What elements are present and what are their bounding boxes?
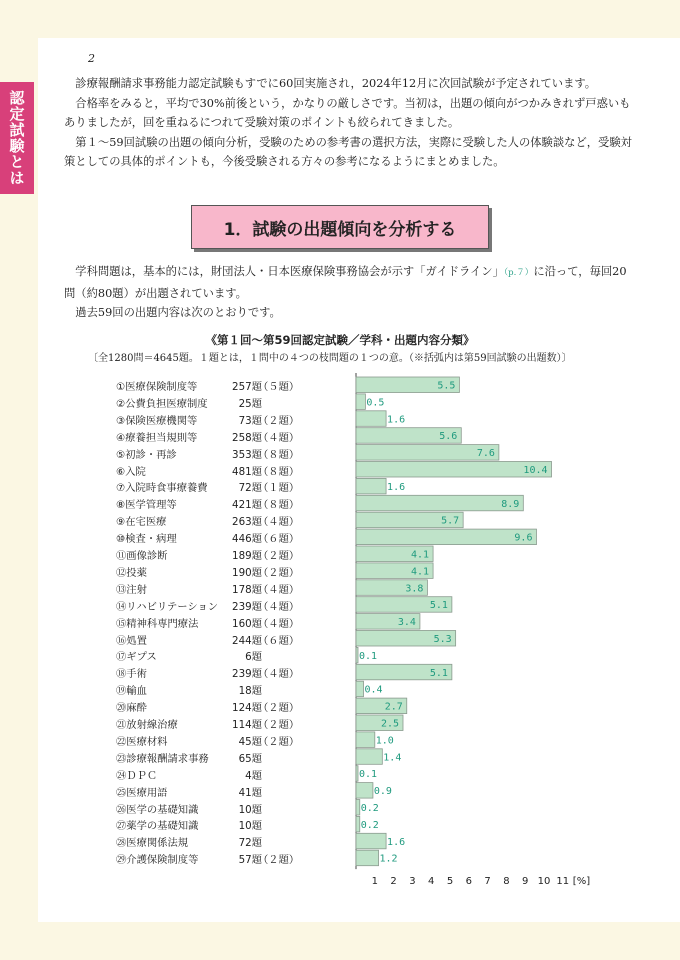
bar-value-label: 1.6: [387, 836, 406, 848]
page-number: 2: [88, 52, 95, 65]
category-count: 178題: [232, 583, 262, 596]
bar-value-label: 5.7: [441, 515, 460, 527]
bar-8: [356, 495, 523, 511]
bar-value-label: 2.7: [384, 701, 403, 713]
category-label: ⑲輸血: [116, 685, 147, 698]
category-latest-count: （４題）: [258, 668, 300, 681]
x-tick-label: 6: [465, 876, 472, 888]
category-label: ㉑放射線治療: [116, 719, 178, 731]
category-label: ㉙介護保険制度等: [116, 854, 199, 867]
bar-value-label: 3.8: [405, 583, 424, 595]
x-axis-unit: [%]: [572, 876, 591, 888]
category-count: 421題: [232, 499, 262, 512]
category-count: 190題: [232, 566, 262, 579]
category-latest-count: （４題）: [258, 516, 300, 529]
category-latest-count: （８題）: [258, 465, 300, 478]
chart-note: 〔全1280問＝4645題。１題とは，１問中の４つの枝問題の１つの意。（※括弧内は第59回試験の出題数）〕: [88, 353, 572, 364]
category-count: 72題: [238, 482, 262, 495]
bar-value-label: 1.4: [383, 752, 402, 764]
x-tick-label: 7: [484, 876, 491, 888]
x-tick-label: 8: [503, 876, 510, 888]
x-tick-label: 3: [409, 876, 416, 888]
category-count: 446題: [232, 533, 262, 546]
bar-value-label: 0.2: [360, 803, 379, 814]
category-latest-count: （２題）: [258, 735, 300, 748]
category-latest-count: （２題）: [258, 550, 300, 562]
category-label: ⑰ギプス: [116, 651, 157, 664]
category-label: ㉖医学の基礎知識: [116, 803, 199, 816]
bar-7: [356, 478, 386, 494]
category-label: ⑯処置: [116, 634, 147, 647]
bar-value-label: 1.0: [375, 735, 394, 747]
category-count: 481題: [232, 465, 262, 478]
category-latest-count: （２題）: [258, 414, 300, 427]
bar-17: [356, 647, 358, 663]
intro-paragraph-2: 合格率をみると，平均で30%前後という，かなりの厳しさです。当初は，出題の傾向がつかみきれず戸惑いもありましたが，回を重ねるにつれて受験対策のポイントも絞られてきました。: [64, 96, 631, 129]
bar-23: [356, 749, 382, 765]
category-latest-count: （５題）: [258, 381, 300, 393]
category-count: 45題: [238, 735, 262, 748]
category-label: ⑬注射: [116, 583, 147, 596]
intro-paragraph-3: 第１～59回試験の出題の傾向分析，受験のための参考書の選択方法，実際に受験した人の体験談など，受験対策としての具体的ポイントも，今後受験される方々の参考になるようにまとめました。: [64, 135, 632, 168]
bar-value-label: 5.6: [439, 431, 458, 443]
x-tick-label: 11: [556, 876, 570, 888]
x-tick-label: 4: [428, 876, 435, 888]
category-latest-count: （４題）: [258, 431, 300, 444]
category-count: 244題: [232, 634, 262, 647]
bar-6: [356, 462, 552, 478]
bar-value-label: 9.6: [514, 532, 533, 544]
category-label: ①医療保険制度等: [116, 381, 198, 393]
x-tick-label: 10: [537, 876, 551, 888]
category-count: 57題: [238, 854, 262, 867]
body-p1-text-after: に沿って，毎回20問（約80題）が出題されています。: [64, 265, 627, 300]
category-count: 114題: [232, 719, 262, 731]
category-latest-count: （２題）: [258, 719, 300, 731]
bar-value-label: 2.5: [380, 718, 399, 730]
bar-value-label: 0.1: [358, 769, 378, 781]
category-count: 124題: [232, 702, 262, 715]
body-paragraph-2: 過去59回の出題内容は次のとおりです。: [75, 306, 281, 319]
category-label: ⑪画像診断: [116, 550, 168, 562]
category-label: ③保険医療機関等: [116, 414, 198, 427]
category-label: ⑱手術: [116, 668, 147, 681]
category-label: ㉒医療材料: [116, 735, 168, 748]
chart-title: 《第１回～第59回認定試験／学科・出題内容分類》: [205, 333, 475, 347]
category-latest-count: （２題）: [258, 854, 300, 867]
bar-value-label: 10.4: [523, 465, 548, 476]
category-latest-count: （６題）: [258, 634, 300, 647]
category-count: 263題: [232, 516, 262, 529]
bar-value-label: 0.4: [364, 684, 383, 696]
bar-27: [356, 816, 360, 832]
x-tick-label: 1: [371, 876, 378, 888]
category-count: 72題: [238, 837, 262, 850]
bar-24: [356, 766, 358, 782]
category-count: 41題: [238, 786, 262, 799]
x-tick-label: 9: [522, 876, 529, 888]
bar-value-label: 5.1: [429, 600, 448, 612]
category-label: ⑩検査・病理: [116, 533, 177, 546]
category-latest-count: （４題）: [258, 600, 300, 613]
category-label: ㉔ＤＰＣ: [116, 769, 158, 782]
category-latest-count: （８題）: [258, 499, 300, 512]
category-latest-count: （４題）: [258, 617, 300, 630]
bar-value-label: 0.1: [358, 650, 378, 662]
category-count: 239題: [232, 600, 262, 613]
category-label: ㉕医療用語: [116, 786, 168, 799]
body-p1-text: 学科問題は，基本的には，財団法人・日本医療保険事務協会が示す「ガイドライン」: [75, 265, 504, 278]
bar-value-label: 1.6: [387, 481, 406, 493]
bar-2: [356, 394, 365, 410]
bar-value-label: 4.1: [411, 566, 430, 578]
intro-paragraph-1: 診療報酬請求事務能力認定試験もすでに60回実施され，2024年12月に次回試験が予定されています。: [75, 77, 597, 90]
bar-25: [356, 783, 373, 799]
category-latest-count: （２題）: [258, 566, 300, 579]
bar-29: [356, 850, 379, 866]
bar-value-label: 0.9: [373, 786, 392, 798]
x-tick-label: 5: [446, 876, 454, 888]
bar-value-label: 1.2: [379, 853, 398, 865]
category-label: ㉓診療報酬請求事務: [116, 752, 209, 765]
category-label: ⑧医学管理等: [116, 499, 177, 512]
category-label: ⑨在宅医療: [116, 516, 167, 529]
category-latest-count: （１題）: [258, 482, 300, 495]
category-count: 160題: [232, 617, 262, 630]
category-count: 353題: [232, 448, 262, 461]
bar-28: [356, 833, 386, 849]
category-latest-count: （８題）: [258, 448, 300, 461]
bar-10: [356, 529, 536, 545]
bar-19: [356, 681, 364, 697]
category-label: ⑥入院: [116, 465, 146, 478]
category-label: ⑫投薬: [116, 566, 147, 579]
x-tick-label: 2: [390, 876, 397, 888]
bar-value-label: 5.5: [437, 380, 456, 392]
bar-value-label: 5.3: [433, 634, 452, 645]
category-label: ②公費負担医療制度: [116, 397, 208, 410]
bar-3: [356, 411, 386, 427]
category-label: ④療養担当規則等: [116, 431, 198, 444]
bar-value-label: 0.5: [366, 397, 385, 409]
category-count: 258題: [232, 431, 262, 444]
category-count: 18題: [238, 685, 262, 698]
bar-value-label: 4.1: [411, 549, 430, 561]
category-count: 73題: [238, 414, 262, 427]
category-label: ⑮精神科専門療法: [116, 617, 199, 630]
bar-22: [356, 732, 375, 748]
category-label: ⑳麻酔: [116, 702, 147, 715]
category-count: 10題: [238, 820, 262, 833]
category-count: 239題: [232, 668, 262, 681]
category-count: 65題: [238, 752, 262, 765]
bar-value-label: 8.9: [501, 498, 520, 510]
page-reference-link: （p.７）: [503, 268, 534, 278]
category-count: 189題: [232, 550, 262, 562]
category-label: ⑦入院時食事療養費: [116, 482, 208, 495]
category-count: 25題: [238, 397, 262, 410]
category-count: 257題: [232, 381, 262, 393]
category-latest-count: （２題）: [258, 702, 300, 715]
bar-26: [356, 800, 360, 816]
category-label: ㉘医療関係法規: [116, 837, 189, 850]
category-latest-count: （４題）: [258, 583, 300, 596]
section-heading: 1．試験の出題傾向を分析する: [191, 205, 489, 249]
chapter-side-tab: 認定試験とは: [0, 82, 34, 194]
bar-value-label: 3.4: [397, 617, 416, 629]
category-count: 10題: [238, 803, 262, 816]
category-label: ㉗薬学の基礎知識: [116, 820, 199, 833]
category-count: 4題: [245, 769, 262, 782]
category-label: ⑭リハビリテーション: [116, 600, 219, 613]
category-latest-count: （６題）: [258, 533, 300, 546]
bar-value-label: 1.6: [387, 414, 406, 426]
bar-value-label: 7.6: [476, 448, 495, 460]
bar-value-label: 0.2: [360, 819, 379, 831]
category-label: ⑤初診・再診: [116, 448, 177, 461]
category-count: 6題: [245, 651, 262, 664]
bar-value-label: 5.1: [429, 667, 448, 679]
